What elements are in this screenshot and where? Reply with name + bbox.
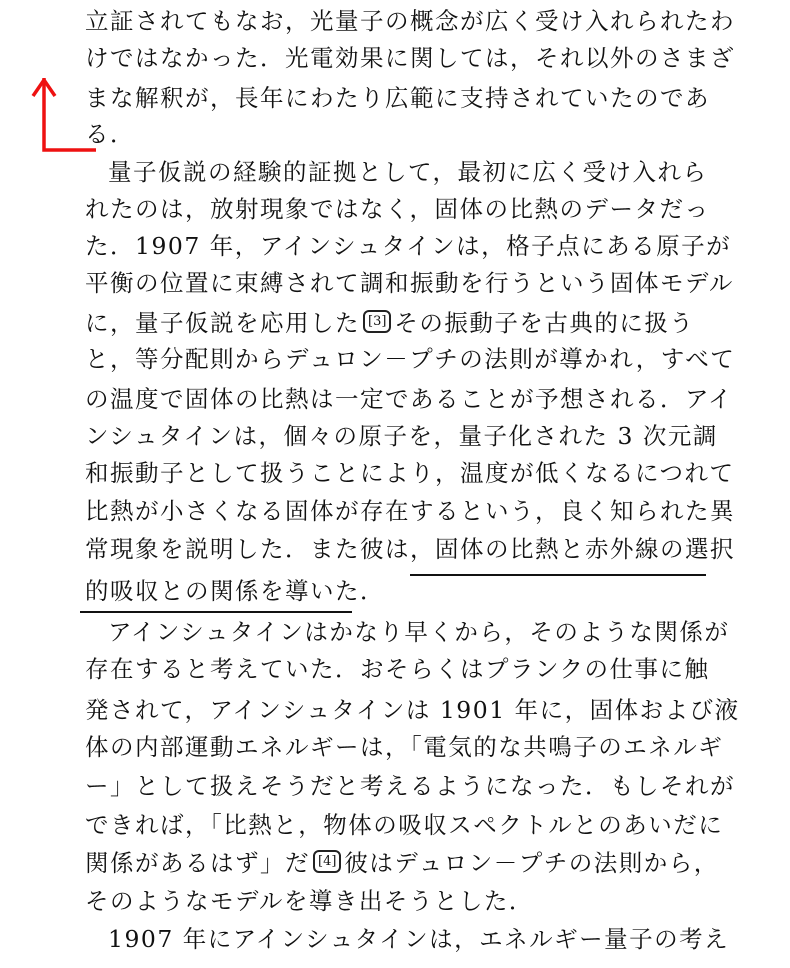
text-line: れたのは，放射現象ではなく，固体の比熱のデータだっ	[85, 195, 710, 223]
text-line: 比熱が小さくなる固体が存在するという，良く知られた異	[85, 497, 735, 525]
text-line: アインシュタインはかなり早くから，そのような関係が	[108, 618, 730, 646]
text-line: 発されて，アインシュタインは 1901 年に，固体および液	[85, 696, 740, 724]
citation-ref: [4]	[313, 850, 341, 873]
text-line: 存在すると考えていた．おそらくはプランクの仕事に触	[85, 655, 710, 683]
text-line: できれば，「比熱と，物体の吸収スペクトルとのあいだに	[85, 811, 724, 839]
text-segment: 彼はデュロン－プチの法則から，	[344, 849, 719, 877]
text-line: ー」として扱えそうだと考えるようになった．もしそれが	[85, 772, 735, 800]
text-segment: 関係があるはず」だ	[85, 849, 310, 877]
text-segment: その振動子を古典的に扱う	[394, 309, 695, 337]
text-line: 和振動子として扱うことにより，温度が低くなるにつれて	[85, 459, 735, 487]
text-line: 量子仮説の経験的証拠として，最初に広く受け入れら	[108, 158, 708, 186]
text-line: 立証されてもなお，光量子の概念が広く受け入れられたわ	[85, 7, 735, 35]
text-line: 1907 年にアインシュタインは，エネルギー量子の考え	[108, 925, 730, 953]
text-line	[85, 308, 694, 338]
text-line: ンシュタインは，個々の原子を，量子化された 3 次元調	[85, 422, 718, 450]
text-line: 体の内部運動エネルギーは，「電気的な共鳴子のエネルギ	[85, 733, 724, 761]
text-line: まな解釈が，長年にわたり広範に支持されていたのであ	[85, 84, 710, 112]
text-line: 的吸収との関係を導いた．	[85, 577, 385, 605]
citation-ref: [3]	[363, 310, 391, 333]
text-line: 常現象を説明した．また彼は，固体の比熱と赤外線の選択	[85, 535, 735, 563]
underline-annotation	[80, 611, 352, 613]
text-line: る．	[85, 120, 135, 148]
text-line	[85, 848, 719, 878]
underline-annotation	[410, 574, 706, 576]
text-line: けではなかった．光電効果に関しては，それ以外のさまざ	[85, 44, 735, 72]
text-line: そのようなモデルを導き出そうとした．	[85, 887, 534, 915]
text-line: た．1907 年，アインシュタインは，格子点にある原子が	[85, 232, 732, 260]
text-segment: に，量子仮説を応用した	[85, 309, 360, 337]
text-line: 平衡の位置に束縛されて調和振動を行うという固体モデル	[85, 269, 734, 297]
text-line: と，等分配則からデュロン－プチの法則が導かれ，すべて	[85, 345, 736, 373]
text-line: の温度で固体の比熱は一定であることが予想される．アイ	[85, 385, 733, 413]
